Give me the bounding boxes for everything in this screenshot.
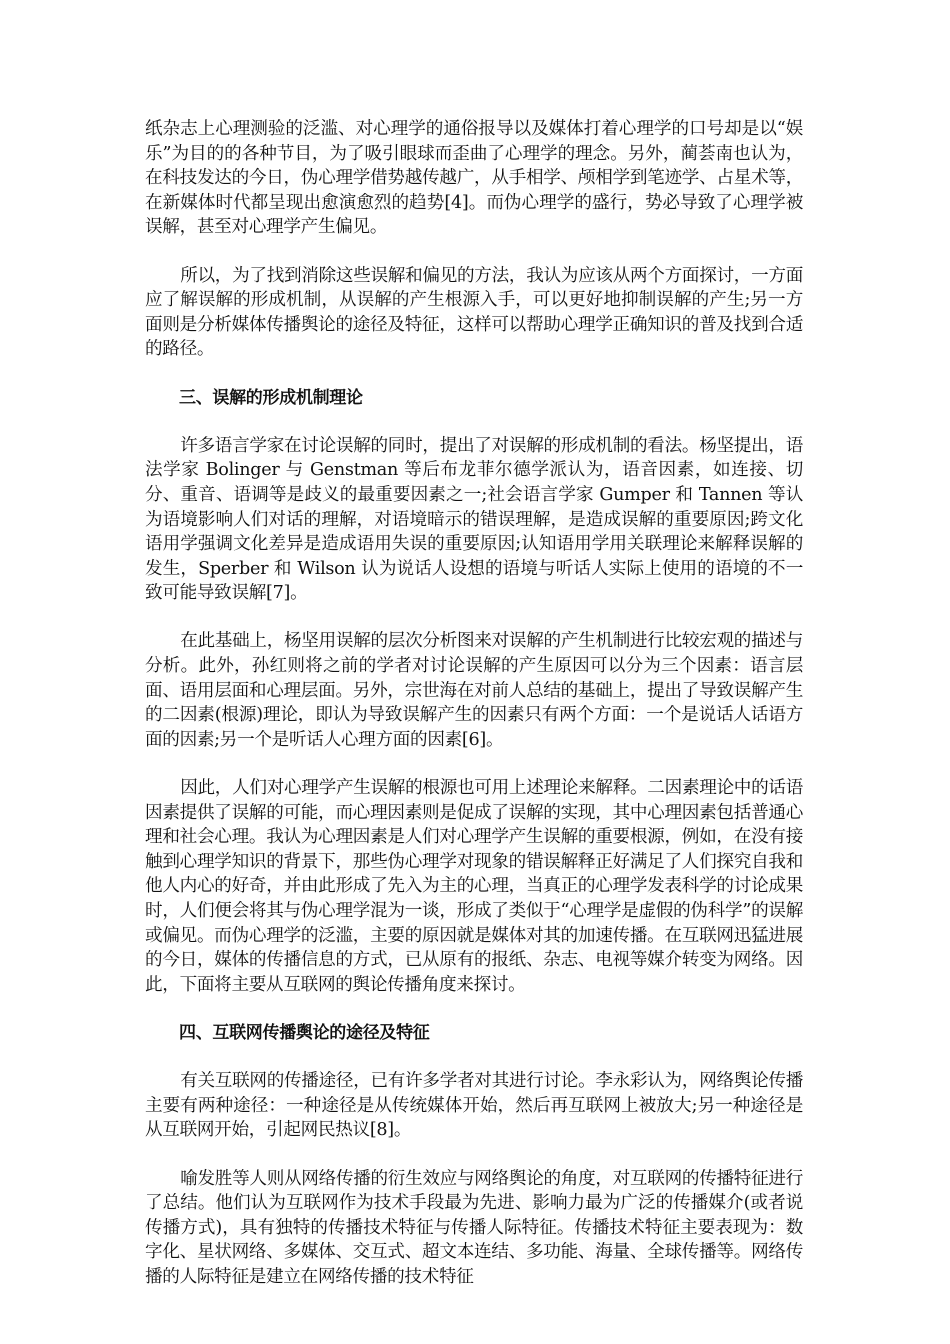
section-heading-3: 三、误解的形成机制理论 [179, 387, 363, 408]
section-heading-4: 四、互联网传播舆论的途径及特征 [179, 1022, 430, 1043]
paragraph-1: 纸杂志上心理测验的泛滥、对心理学的通俗报导以及媒体打着心理学的口号却是以“娱乐”为目的的各种节目，为了吸引眼球而歪曲了心理学的理念。另外，蔺荟南也认为，在科技发达的今日，伪心理学借势越传越广，从手相学、颅相学到笔迹学、占星术等，在新媒体时代都呈现出愈演愈烈的趋势[4]。而伪心理学的盛行，势必导致了心理学被误解，甚至对心理学产生偏见。 [145, 119, 803, 238]
paragraph-5: 因此，人们对心理学产生误解的根源也可用上述理论来解释。二因素理论中的话语因素提供了误解的可能，而心理因素则是促成了误解的实现，其中心理因素包括普通心理和社会心理。我认为心理因素是人们对心理学产生误解的重要根源，例如，在没有接触到心理学知识的背景下，那些伪心理学对现象的错误解释正好满足了人们探究自我和他人内心的好奇，并由此形成了先入为主的心理，当真正的心理学发表科学的讨论成果时，人们便会将其与伪心理学混为一谈，形成了类似于“心理学是虚假的伪科学”的误解或偏见。而伪心理学的泛滥，主要的原因就是媒体对其的加速传播。在互联网迅猛进展的今日，媒体的传播信息的方式，已从原有的报纸、杂志、电视等媒介转变为网络。因此，下面将主要从互联网的舆论传播角度来探讨。 [145, 778, 803, 995]
paragraph-7: 喻发胜等人则从网络传播的衍生效应与网络舆论的角度，对互联网的传播特征进行了总结。他们认为互联网作为技术手段最为先进、影响力最为广泛的传播媒介(或者说传播方式)，具有独特的传播技术特征与传播人际特征。传播技术特征主要表现为：数字化、星状网络、多媒体、交互式、超文本连结、多功能、海量、全球传播等。网络传播的人际特征是建立在网络传播的技术特征 [145, 1168, 803, 1287]
document-page [145, 117, 803, 1290]
paragraph-6: 有关互联网的传播途径，已有许多学者对其进行讨论。李永彩认为，网络舆论传播主要有两种途径：一种途径是从传统媒体开始，然后再互联网上被放大;另一种途径是从互联网开始，引起网民热议[8]。 [145, 1071, 803, 1141]
paragraph-4: 在此基础上，杨坚用误解的层次分析图来对误解的产生机制进行比较宏观的描述与分析。此外，孙红则将之前的学者对讨论误解的产生原因可以分为三个因素：语言层面、语用层面和心理层面。另外，宗世海在对前人总结的基础上，提出了导致误解产生的二因素(根源)理论，即认为导致误解产生的因素只有两个方面：一个是说话人话语方面的因素;另一个是听话人心理方面的因素[6]。 [145, 631, 803, 750]
paragraph-2: 所以，为了找到消除这些误解和偏见的方法，我认为应该从两个方面探讨，一方面应了解误解的形成机制，从误解的产生根源入手，可以更好地抑制误解的产生;另一方面则是分析媒体传播舆论的途径及特征，这样可以帮助心理学正确知识的普及找到合适的路径。 [145, 265, 803, 360]
paragraph-3: 许多语言学家在讨论误解的同时，提出了对误解的形成机制的看法。杨坚提出，语法学家 Bolinger 与 Genstman 等后布龙菲尔德学派认为，语音因素，如连接、切分、重音、语调等是歧义的最重要因素之一;社会语言学家 Gumper 和 Tannen 等认为语境影响人们对话的理解，对语境暗示的错误理解，是造成误解的重要原因;跨文化语用学强调文化差异是造成语用失误的重要原因;认知语用学用关联理论来解释误解的发生，Sperber 和 Wilson 认为说话人设想的语境与听话人实际上使用的语境的不一致可能导致误解[7]。 [145, 435, 803, 604]
